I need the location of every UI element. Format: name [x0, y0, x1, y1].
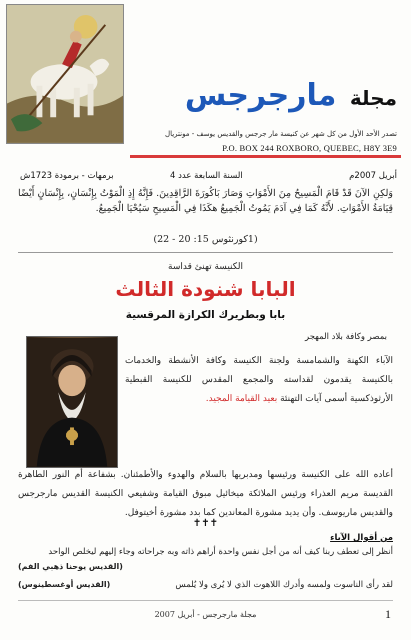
saying-text: لقد رأى الناسوت ولمسه وأدرك اللاهوت الذي لا يُرى ولا يُلمس [175, 580, 393, 590]
gregorian-date: أبريل 2007م [349, 171, 397, 181]
page-number: 1 [385, 607, 391, 621]
verse-reference: (1كورنثوس 15: 20 - 22) [153, 234, 258, 245]
issue-volume: السنة السابعة عدد 4 [170, 171, 243, 181]
cross-ornament: ✝✝✝ [192, 518, 219, 529]
easter-highlight: بعيد القيامة المجيد. [205, 394, 278, 404]
magazine-name: مارجرجس [184, 78, 337, 113]
article-paragraph-lower: أعاده الله على الكنيسة ورئيسها ومدبريها بالسلام والهدوء والأطمئنان. بشفاعة أم النور الطاهرة القديسة مريم العذراء ورئيس الملائكة ميخائيل مبوق القيامة وشفيعي الكنيسة القديس مارجرجس والقديس ماريوسف. وأن يديد مشورة المعاندين كما بدد مشورة أخيتوفل. [18, 470, 393, 518]
saying-author-name: (القديس يوحنا ذهبي الفم) [18, 562, 123, 571]
saint-george-icon [6, 4, 124, 144]
saying-author-name: (القديس أوغسطينوس) [18, 580, 111, 589]
bible-verse: وَلكِنِ الآنَ قَدْ قَامَ الْمَسِيحُ مِنَ الأَمْوَاتِ وَصَارَ بَاكُورَةَ الرَّاقِدِينَ. فَإِنَّهُ إِذِ الْمَوْتُ بِإِنْسَانٍ، بِإِنْسَانٍ أَيْضًا قِيَامَةُ الأَمْوَاتِ. لأَنَّهُ كَمَا فِي آدَمَ يَمُوتُ الْجَمِيعُ هكَذَا فِي الْمَسِيحِ سَيُحْيَا الْجَمِيعُ. [18, 188, 393, 214]
footer-divider [18, 600, 393, 601]
section-divider [18, 252, 393, 253]
pope-name: البابا شنودة الثالث [115, 277, 296, 301]
article-text-part1: الآباء الكهنة والشمامسة ولجنة الكنيسة وكافة الأنشطة والخدمات بالكنيسة يقدمون لقداسته والمجمع المقدس للكنيسة القبطية الأرثوذكسية أسمى آيات التهنئة [125, 356, 393, 404]
magazine-title [147, 78, 397, 118]
article-paragraph-upper [125, 352, 393, 409]
sayings-heading: من أقوال الآباء [330, 533, 393, 543]
saying-author [18, 562, 393, 572]
saying-text: أنظر إلى تعطف ربنا كيف أنه من أجل نفس واحدة أراهم ذاته وبه جراحاته وجاء إليهم ليخلص الواحد [48, 547, 393, 557]
diocese-line: بمصر وكافة بلاد المهجر [305, 332, 387, 342]
mailing-address: P.O. BOX 244 ROXBORO, QUEBEC, H8Y 3E9 [222, 143, 397, 153]
publication-note: تصدر الأحد الأول من كل شهر عن كنيسة مار جرجس والقديس يوسف - مونتريال [165, 130, 397, 138]
saying-author [18, 580, 393, 590]
issue-info [20, 171, 397, 185]
coptic-date: برمهات - برمودة 1723ش [20, 171, 114, 181]
pope-photo [26, 336, 118, 468]
footer-text: مجلة مارجرجس - أبريل 2007 [154, 610, 257, 619]
pope-title: بابا وبطريرك الكرازة المرقسية [125, 309, 286, 321]
congrats-line: الكنيسة تهنئ قداسة [168, 262, 243, 272]
magazine-label: مجلة [349, 86, 397, 110]
header-divider [130, 155, 401, 158]
